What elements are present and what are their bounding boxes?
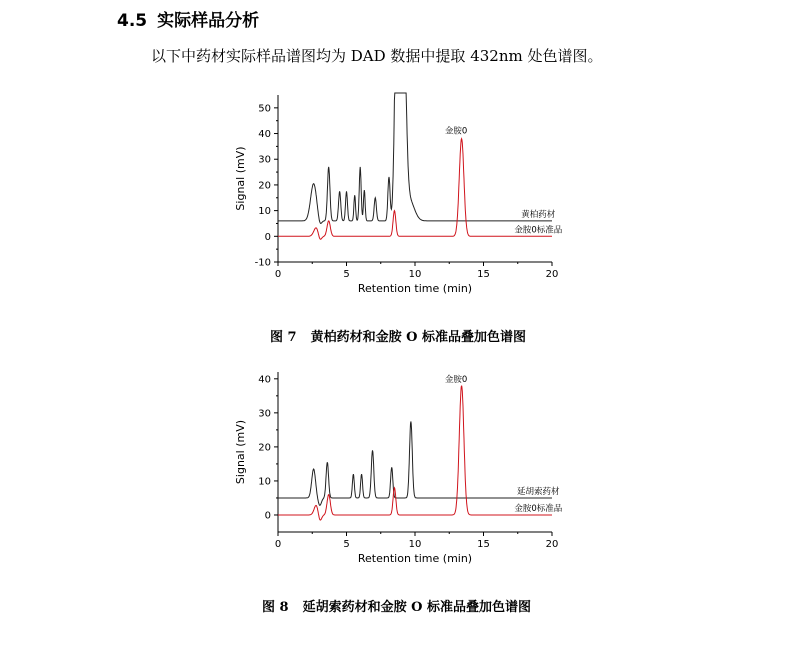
x-tick-label: 15 <box>477 539 490 550</box>
x-tick-label: 10 <box>408 269 422 280</box>
y-tick-label: 10 <box>258 206 271 218</box>
y-axis-label: Signal (mV) <box>234 146 247 211</box>
section-title: 实际样品分析 <box>157 11 260 31</box>
y-tick-label: -10 <box>254 257 271 269</box>
standard-series-label: 金胺0标准品 <box>514 225 563 236</box>
x-axis-label: Retention time (min) <box>357 552 473 565</box>
sample-series-label: 黄柏药材 <box>521 209 556 220</box>
y-tick-label: 30 <box>258 154 271 166</box>
section-intro: 以下中药材实际样品谱图均为 DAD 数据中提取 432nm 处色谱图。 <box>151 47 603 65</box>
figure-8-number: 图 8 <box>262 600 289 615</box>
y-tick-label: 20 <box>258 180 271 192</box>
y-tick-label: 10 <box>258 476 271 488</box>
figure-7-number: 图 7 <box>270 330 297 345</box>
x-tick-label: 0 <box>274 269 282 280</box>
y-tick-label: 40 <box>258 129 271 141</box>
x-axis-label: Retention time (min) <box>357 282 473 295</box>
sample-series-label: 延胡索药材 <box>517 486 560 497</box>
x-tick-label: 10 <box>408 539 422 550</box>
standard-series-label: 金胺0标准品 <box>514 503 563 514</box>
figure-7-caption-text: 黄柏药材和金胺 O 标准品叠加色谱图 <box>310 330 526 345</box>
y-tick-label: 30 <box>258 408 271 420</box>
figure-8-caption <box>262 596 531 615</box>
sample-trace <box>278 421 552 505</box>
auramine-peak-label: 金胺0 <box>444 126 468 137</box>
y-axis-label: Signal (mV) <box>234 419 247 485</box>
x-tick-label: 20 <box>545 539 559 550</box>
standard-trace <box>278 386 552 520</box>
y-tick-label: 50 <box>258 103 271 115</box>
x-tick-label: 15 <box>477 269 490 280</box>
section-number: 4.5 <box>117 11 148 31</box>
y-tick-label: 40 <box>258 374 271 386</box>
x-tick-label: 5 <box>343 539 350 550</box>
y-tick-label: 20 <box>258 442 271 454</box>
auramine-peak-label: 金胺0 <box>444 375 468 386</box>
y-tick-label: 0 <box>264 510 271 522</box>
x-tick-label: 5 <box>343 269 350 280</box>
x-tick-label: 20 <box>545 269 559 280</box>
y-tick-label: 0 <box>264 231 271 243</box>
x-tick-label: 0 <box>274 539 282 550</box>
figure-8-caption-text: 延胡索药材和金胺 O 标准品叠加色谱图 <box>302 600 531 615</box>
